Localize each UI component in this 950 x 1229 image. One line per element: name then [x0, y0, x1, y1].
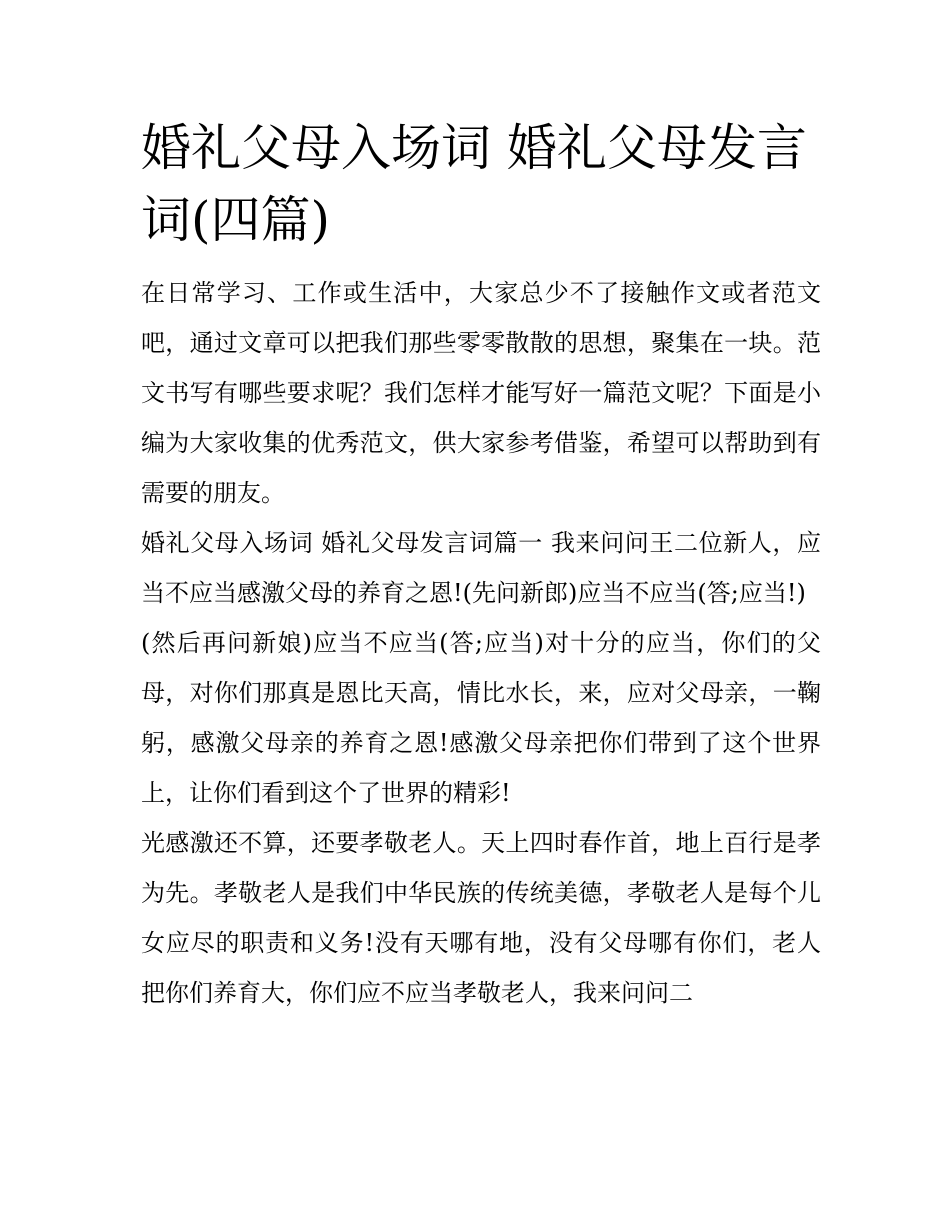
paragraph-part-one: 婚礼父母入场词 婚礼父母发言词篇一 我来问问王二位新人，应当不应当感激父母的养育之恩!(先问新郎)应当不应当(答;应当!)	[141, 529, 821, 607]
document-title: 婚礼父母入场词 婚礼父母发言词(四篇)	[141, 119, 807, 249]
paragraph-thanks-parents: (然后再问新娘)应当不应当(答;应当)对十分的应当，你们的父母，对你们那真是恩比天高，情比水长，来，应对父母亲，一鞠躬，感激父母亲的养育之恩!感激父母亲把你们带到了这个世界上，让你们看到这个了世界的精彩!	[141, 629, 821, 807]
paragraph-intro: 在日常学习、工作或生活中，大家总少不了接触作文或者范文吧，通过文章可以把我们那些零零散散的思想，聚集在一块。范文书写有哪些要求呢？我们怎样才能写好一篇范文呢？下面是小编为大家收集的优秀范文，供大家参考借鉴，希望可以帮助到有需要的朋友。	[141, 279, 821, 507]
document-content	[141, 112, 821, 1018]
paragraph-filial-piety: 光感激还不算，还要孝敬老人。天上四时春作首，地上百行是孝为先。孝敬老人是我们中华民族的传统美德，孝敬老人是每个儿女应尽的职责和义务!没有天哪有地，没有父母哪有你们，老人把你们养育大，你们应不应当孝敬老人，我来问问二	[141, 829, 821, 1007]
document-body	[141, 268, 821, 1018]
